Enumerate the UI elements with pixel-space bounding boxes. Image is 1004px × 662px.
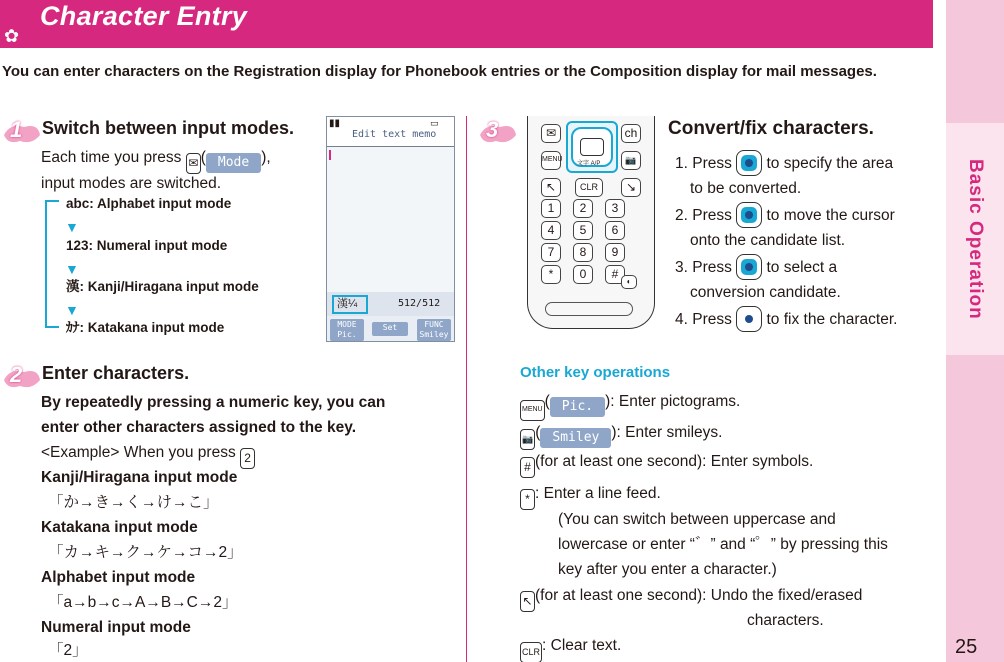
keypad-key: 4 [541,221,561,240]
keypad-key: # [605,265,625,284]
keypad-key: 5 [573,221,593,240]
convert-step-1: 1. Press to specify the area [675,150,893,176]
nav-center-key [580,138,604,156]
mail-key-icon: ✉ [541,124,561,143]
other-ops-heading: Other key operations [520,364,671,381]
convert-step-3: 3. Press to select a [675,254,837,280]
clr-key-icon: CLR [520,642,542,662]
speaker-slot [545,302,633,316]
example-mode: Alphabet input mode [41,569,196,586]
op-undo-cont: characters. [747,612,824,629]
call-key-icon: ↖ [520,591,535,612]
step-2-title: Enter characters. [42,363,190,383]
step-1-number: 1 [10,117,23,142]
page-number: 25 [955,636,978,658]
step-3-number: 3 [486,117,499,142]
section-label: Basic Operation [965,158,986,320]
screen-soft-set[interactable]: Set [372,322,408,336]
screen-input-mode: 漢¼ [332,295,368,314]
op-symbols: # (for at least one second): Enter symbols. [520,449,813,478]
menu-key-icon: MENU [520,400,545,421]
mode-kanji: 漢: Kanji/Hiragana input mode [66,279,259,294]
step-1-line2: input modes are switched. [41,175,222,192]
column-divider [466,116,467,662]
keypad-key: 7 [541,243,561,262]
cycle-line [45,200,47,328]
example-seq: 「か→き→く→け→こ」 [48,494,219,511]
menu-key-icon: MENU [541,151,561,170]
op-pictograms: MENU ( Pic. ): Enter pictograms. [520,389,740,421]
smiley-softkey: Smiley [540,428,611,448]
keypad-key: 6 [605,221,625,240]
keypad-key: 9 [605,243,625,262]
step-1-line1: Each time you press ✉ ( Mode ), [41,145,271,174]
nav-left-right-icon [736,150,762,176]
cycle-line-bottom [45,326,59,328]
page-title: Character Entry [40,1,248,31]
keypad-key: * [541,265,561,284]
down-arrow-icon: ▼ [65,219,79,235]
step-2-number: 2 [10,362,23,387]
screen-soft-func[interactable]: FUNC [417,319,451,331]
nav-center-icon [736,306,762,332]
nav-up-down-icon [736,202,762,228]
nav-all-directions-icon [736,254,762,280]
screen-soft-smiley[interactable]: Smiley [417,329,451,341]
keypad-key: 3 [605,199,625,218]
step-3-title: Convert/fix characters. [668,118,874,139]
example-seq: 「カ→キ→ク→ケ→コ→2」 [48,544,243,561]
mail-key-icon: ✉ [186,153,201,174]
op-clear: CLR : Clear text. [520,633,621,662]
op-line-feed: * : Enter a line feed. [520,481,661,510]
convert-step-2: 2. Press to move the cursor [675,202,895,228]
keypad-key: 1 [541,199,561,218]
example-seq: 「a→b→c→A→B→C→2」 [48,594,238,611]
battery-icon: ▭ [430,118,439,128]
mode-softkey: Mode [206,153,261,173]
star-key-icon: * [520,489,535,510]
convert-step-1-cont: to be converted. [690,180,802,197]
mode-123: 123: Numeral input mode [66,238,228,253]
screen-soft-pic[interactable]: Pic. [330,329,364,341]
camera-key-icon: 📷 [621,151,641,170]
example-seq: 「2」 [48,642,88,659]
hash-key-icon: # [520,457,535,478]
keypad-key: 0 [573,265,593,284]
text-cursor [329,150,331,160]
step-2-desc2: enter other characters assigned to the key. [41,419,356,436]
text-area[interactable] [327,147,454,292]
convert-step-2-cont: onto the candidate list. [690,232,846,249]
mode-abc: abc: Alphabet input mode [66,196,232,211]
step-1-title: Switch between input modes. [42,118,295,138]
op-line-feed-note2: lowercase or enter “゛” and “゜” by pressing this [558,536,888,553]
end-key-icon: ↘ [621,178,641,197]
op-smileys: 📷 ( Smiley ): Enter smileys. [520,420,722,450]
mode-katakana: ｶﾅ: Katakana input mode [66,320,225,335]
camera-key-icon: 📷 [520,429,535,450]
example-mode: Katakana input mode [41,519,198,536]
manner-key-icon: ◐ [621,275,637,289]
antenna-icon: ▮▮ [329,118,341,129]
keypad-key: 8 [573,243,593,262]
example-mode: Numeral input mode [41,619,191,636]
step-2-desc1: By repeatedly pressing a numeric key, you can [41,394,386,411]
convert-step-4: 4. Press to fix the character. [675,306,897,332]
example-mode: Kanji/Hiragana input mode [41,469,238,486]
ch-key-icon: ch [621,124,641,143]
down-arrow-icon: ▼ [65,261,79,277]
step-2-example: <Example> When you press 2 [41,440,255,469]
keypad-key: 2 [573,199,593,218]
op-line-feed-note1: (You can switch between uppercase and [558,511,836,528]
call-key-icon: ↖ [541,178,561,197]
cycle-line-top [45,200,59,202]
op-line-feed-note3: key after you enter a character.) [558,561,777,578]
clr-key-icon: CLR [575,178,603,197]
screen-char-count: 512/512 [398,298,441,309]
pic-softkey: Pic. [550,397,605,417]
screen-title: Edit text memo [352,129,437,140]
down-arrow-icon: ▼ [65,302,79,318]
key-2-icon: 2 [240,448,255,469]
intro-text: You can enter characters on the Registration display for Phonebook entries or the Composition display for mail messages. [2,63,877,80]
flower-icon: ✿ [4,26,20,46]
convert-step-3-cont: conversion candidate. [690,284,841,301]
screen-soft-mode[interactable]: MODE [330,319,364,331]
nav-label: 文字 A/P [577,161,601,167]
op-undo: ↖ (for at least one second): Undo the fixed/erased [520,583,862,612]
